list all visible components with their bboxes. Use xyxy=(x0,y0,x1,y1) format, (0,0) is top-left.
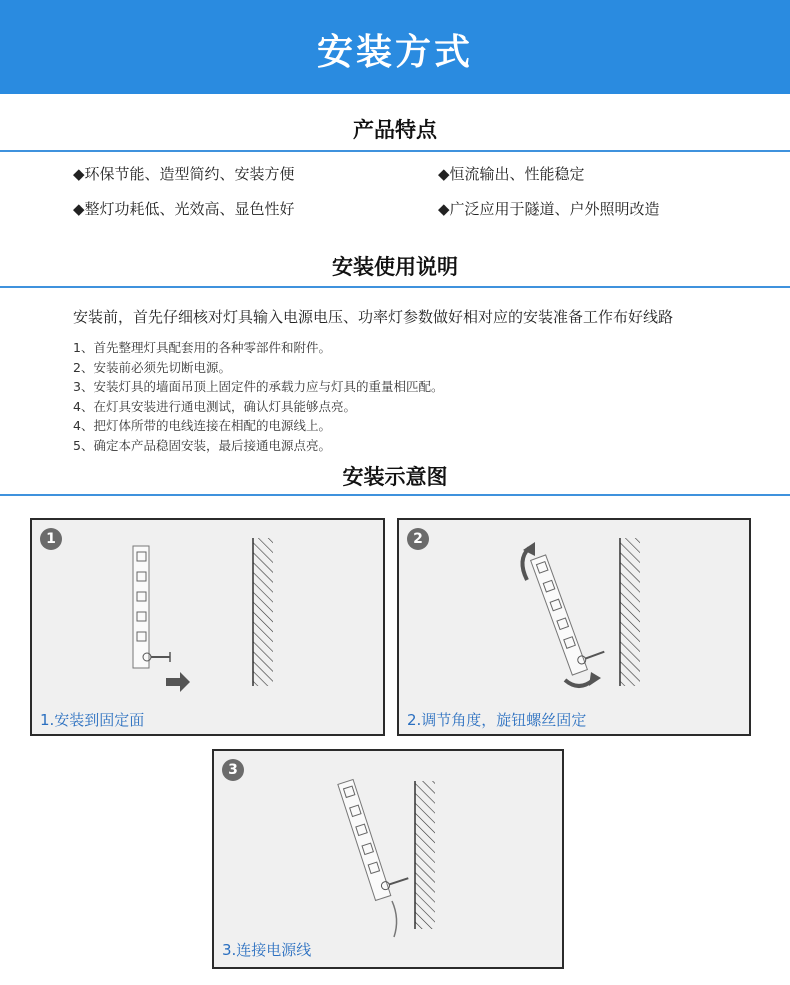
step-caption: 1.安装到固定面 xyxy=(40,711,145,729)
step2-illustration xyxy=(399,520,749,734)
right-arrow-icon xyxy=(166,672,190,692)
led-lamp-icon xyxy=(338,773,412,901)
power-cable-icon xyxy=(392,901,397,937)
feature-item: ◆整灯功耗低、光效高、显色性好 xyxy=(73,200,295,218)
feature-item: ◆恒流输出、性能稳定 xyxy=(438,165,585,183)
instruction-step: 4、把灯体所带的电线连接在相配的电源线上。 xyxy=(73,418,331,433)
wall-icon xyxy=(620,538,640,686)
page-title: 安装方式 xyxy=(316,32,473,73)
led-lamp-icon xyxy=(531,547,608,675)
instruction-step: 2、安装前必须先切断电源。 xyxy=(73,359,231,375)
rotate-arrow-icon xyxy=(565,680,593,686)
step-number-badge: 3 xyxy=(222,759,244,781)
step-number-badge: 1 xyxy=(40,528,62,550)
led-lamp-icon xyxy=(133,546,170,668)
instructions-intro: 安装前，首先仔细核对灯具输入电源电压、功率灯参数做好相对应的安装准备工作布好线路 xyxy=(73,308,674,326)
instruction-step: 1、首先整理灯具配套用的各种零部件和附件。 xyxy=(73,340,331,355)
features-divider xyxy=(0,150,790,152)
diagram-panel-2 xyxy=(397,518,751,736)
instruction-steps xyxy=(73,338,443,455)
rotate-arrow-icon xyxy=(522,548,529,580)
feature-item: ◆环保节能、造型简约、安装方便 xyxy=(73,165,295,183)
instructions-heading: 安装使用说明 xyxy=(332,255,458,279)
diagram-divider xyxy=(0,494,790,496)
wall-icon xyxy=(415,781,435,929)
instruction-step: 4、在灯具安装进行通电测试，确认灯具能够点亮。 xyxy=(73,398,356,414)
header-banner xyxy=(0,0,790,94)
step3-illustration xyxy=(214,751,562,967)
diagram-panel-3 xyxy=(212,749,564,969)
diagram-panel-1 xyxy=(30,518,385,736)
step-number-badge: 2 xyxy=(407,528,429,550)
step-caption: 3.连接电源线 xyxy=(222,941,312,959)
step1-illustration xyxy=(32,520,383,734)
step-caption: 2.调节角度，旋钮螺丝固定 xyxy=(407,711,587,729)
diagram-heading: 安装示意图 xyxy=(342,465,448,489)
wall-icon xyxy=(253,538,273,686)
instruction-step: 3、安装灯具的墙面吊顶上固定件的承载力应与灯具的重量相匹配。 xyxy=(73,379,444,394)
instruction-step: 5、确定本产品稳固安装，最后接通电源点亮。 xyxy=(73,437,331,453)
feature-item: ◆广泛应用于隧道、户外照明改造 xyxy=(438,200,660,218)
instructions-divider xyxy=(0,286,790,288)
features-heading: 产品特点 xyxy=(353,118,437,142)
